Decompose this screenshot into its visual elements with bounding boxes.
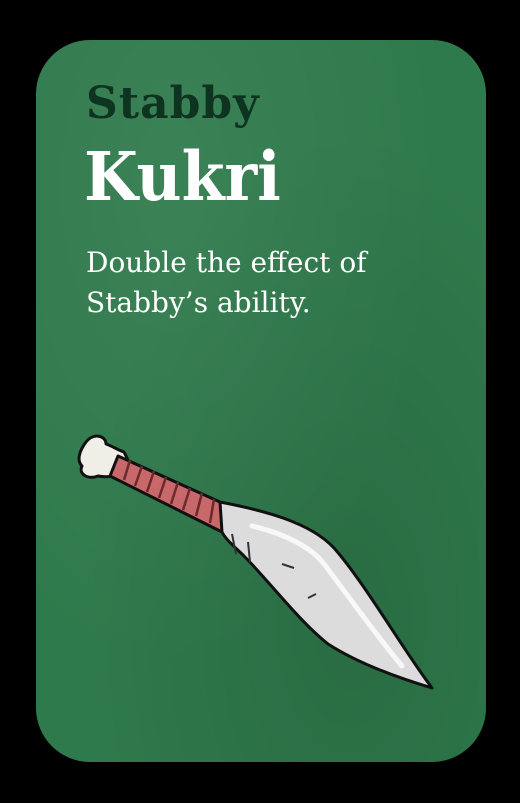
item-title: Kukri xyxy=(84,137,281,217)
character-name: Stabby xyxy=(86,78,260,129)
item-description: Double the effect of Stabby’s ability. xyxy=(86,246,367,319)
kukri-knife-icon xyxy=(72,430,442,700)
item-card[interactable] xyxy=(36,40,486,762)
